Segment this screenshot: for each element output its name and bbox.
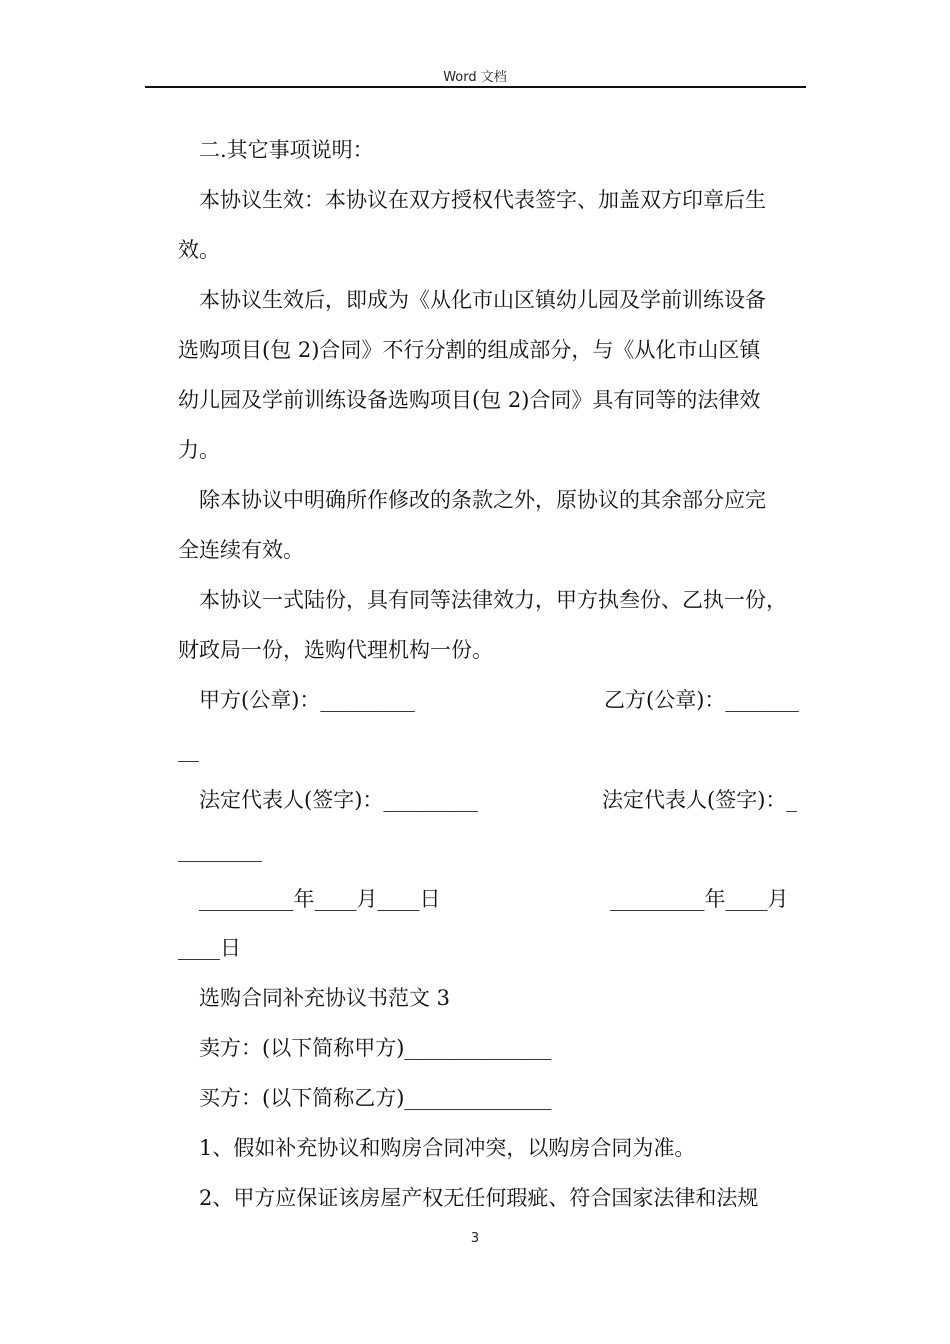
clause-1: 1、假如补充协议和购房合同冲突，以购房合同为准。 xyxy=(199,1136,696,1160)
party-b-seal-continued: __ xyxy=(178,738,199,762)
paragraph-line: 本协议生效后，即成为《从化市山区镇幼儿园及学前训练设备 xyxy=(199,288,766,312)
date-b: _________年____月 xyxy=(610,887,789,911)
paragraph-line: 除本协议中明确所作修改的条款之外，原协议的其余部分应完 xyxy=(199,488,766,512)
paragraph-line: 本协议生效：本协议在双方授权代表签字、加盖双方印章后生 xyxy=(199,188,766,212)
clause-2: 2、甲方应保证该房屋产权无任何瑕疵、符合国家法律和法规 xyxy=(199,1186,759,1210)
party-b-seal: 乙方(公章)：_______ xyxy=(604,688,799,712)
page-header: Word 文档 xyxy=(443,70,507,85)
date-a: _________年____月____日 xyxy=(199,887,441,911)
paragraph-line: 全连续有效。 xyxy=(178,538,304,562)
seller-line: 卖方：(以下简称甲方)______________ xyxy=(199,1036,552,1060)
legal-rep-a: 法定代表人(签字)：_________ xyxy=(199,788,478,812)
date-b-continued: ____日 xyxy=(178,936,241,960)
paragraph-line: 力。 xyxy=(178,438,220,462)
page-number: 3 xyxy=(470,1231,480,1246)
paragraph-line: 本协议一式陆份，具有同等法律效力，甲方执叁份、乙执一份， xyxy=(199,588,787,612)
paragraph-line: 选购项目(包 2)合同》不行分割的组成部分，与《从化市山区镇 xyxy=(178,338,761,362)
paragraph-line: 效。 xyxy=(178,238,220,262)
header-divider xyxy=(145,86,806,88)
sample-title: 选购合同补充协议书范文 3 xyxy=(199,986,451,1010)
paragraph-line: 幼儿园及学前训练设备选购项目(包 2)合同》具有同等的法律效 xyxy=(178,388,761,412)
buyer-line: 买方：(以下简称乙方)______________ xyxy=(199,1086,552,1110)
party-a-seal: 甲方(公章)：_________ xyxy=(199,688,415,712)
legal-rep-b: 法定代表人(签字)：_ xyxy=(602,788,797,812)
legal-rep-b-continued: ________ xyxy=(178,838,262,862)
section-heading: 二.其它事项说明： xyxy=(199,138,374,162)
paragraph-line: 财政局一份，选购代理机构一份。 xyxy=(178,638,493,662)
